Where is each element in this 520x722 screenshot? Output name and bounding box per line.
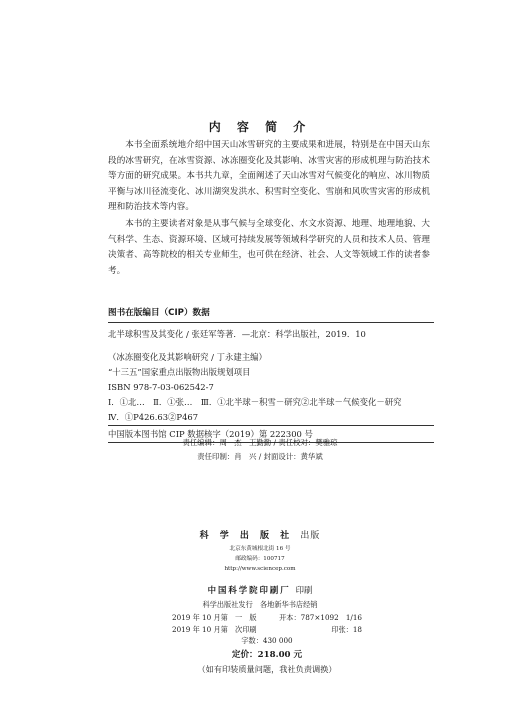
- publisher-name-suffix: 出版: [300, 531, 321, 541]
- publisher-name: [0, 528, 520, 544]
- printer-name-suffix: 印刷: [295, 585, 313, 595]
- editor-credits: [0, 436, 520, 464]
- book-format: 开本：787×1092 1/16: [279, 613, 362, 622]
- distribution-line: 科学出版社发行 各地新华书店经销: [202, 600, 318, 609]
- cip-data-block: [108, 306, 434, 443]
- cip-classification-line: Ⅳ．①P426.63②P467: [108, 412, 199, 422]
- printer-name: [0, 582, 520, 598]
- cip-series-line: （冰冻圈变化及其影响研究 / 丁永建主编）: [108, 352, 267, 362]
- cip-top-rule: [108, 322, 434, 323]
- cip-isbn-line: ISBN 978-7-03-062542-7: [108, 382, 214, 392]
- printing-date: 2019 年 10 月第 次印刷: [172, 624, 257, 634]
- publisher-address: 北京东黄城根北街 16 号: [229, 546, 291, 552]
- print-sheets: 印张：18: [331, 624, 362, 634]
- summary-title: 内 容 简 介: [208, 120, 312, 134]
- cip-project-line: “十三五”国家重点出版物出版规划项目: [108, 367, 251, 377]
- publisher-name-text: 科 学 出 版 社: [199, 531, 294, 541]
- credits-line: 责任印制：肖 兴 / 封面设计：黄华斌: [197, 452, 323, 461]
- first-edition-date: 2019 年 10 月第 一 版: [172, 613, 257, 622]
- summary-paragraph: 本书的主要读者对象是从事气候与全球变化、水文水资源、地理、地理地貌、大气科学、生态、资源环境、区域可持续发展等领域科学研究的人员和技术人员、管理决策者、高等院校的相关专业师生，也可供在经济、社会、人文等领域工作的读者参考。: [108, 218, 430, 276]
- cip-footer: 中国版本图书馆 CIP 数据核字（2019）第 222300 号: [108, 429, 313, 439]
- credits-line: 责任编辑：周 杰 王勤勤 / 责任校对：樊雅琼: [182, 438, 338, 447]
- publisher-block: [0, 528, 520, 611]
- word-count: 字数：430 000: [241, 636, 293, 645]
- printing-row: [172, 624, 362, 636]
- cip-heading: 图书在版编目（CIP）数据: [108, 308, 210, 318]
- publisher-website: http://www.sciencep.com: [224, 566, 296, 572]
- edition-row: [172, 612, 362, 624]
- price: 定价：218.00 元: [231, 649, 303, 660]
- quality-notice: （如有印装质量问题，我社负责调换）: [197, 663, 337, 674]
- printer-name-text: 中国科学院印刷厂: [207, 585, 291, 595]
- summary-text: [108, 138, 430, 279]
- cip-lines: [108, 327, 434, 425]
- cip-subject-line: Ⅰ．①北… Ⅱ．①张… Ⅲ．①北半球－积雪－研究②北半球－气候变化－研究: [108, 397, 402, 407]
- publisher-postcode: 邮政编码：100717: [235, 556, 285, 562]
- summary-paragraph: 本书全面系统地介绍中国天山冰雪研究的主要成果和进展，特别是在中国天山东段的冰雪研究，在冰雪资源、冰冻圈变化及其影响、冰雪灾害的形成机理与防治技术等方面的研究成果。本书共九章，全面阐述了天山冰雪对气候变化的响应、冰川物质平衡与冰川径流变化、冰川湖突发洪水、积雪时空变化、雪崩和风吹雪灾害的形成机理和防治技术等内容。: [108, 140, 430, 213]
- cip-title-line: 北半球积雪及其变化 / 张廷军等著．—北京：科学出版社，2019．10: [108, 329, 366, 339]
- edition-block: [172, 612, 362, 676]
